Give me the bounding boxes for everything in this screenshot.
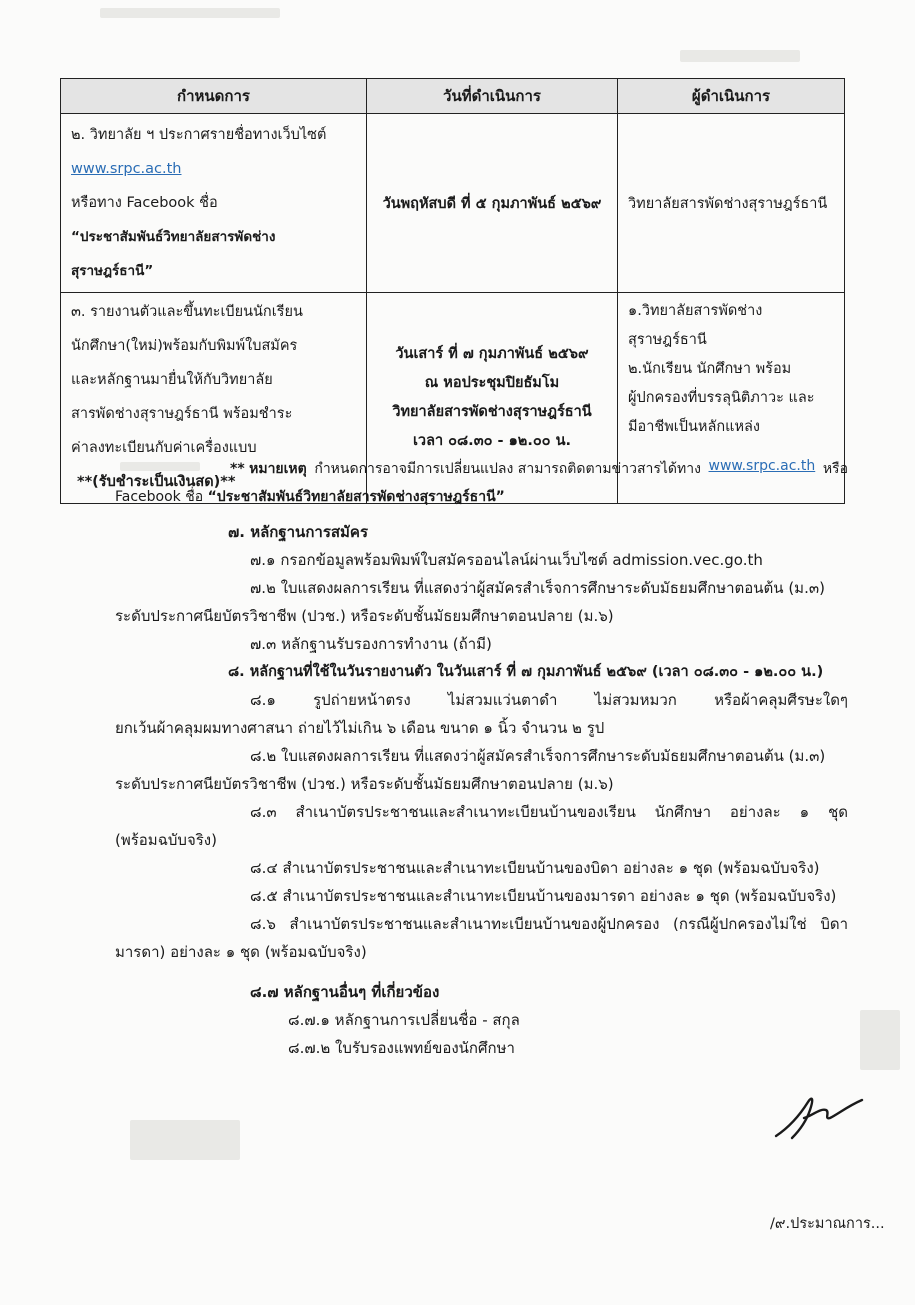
header-operator: ผู้ดำเนินการ [618, 79, 845, 114]
section7-heading: ๗. หลักฐานการสมัคร [228, 523, 369, 541]
remark-text: กำหนดการอาจมีการเปลี่ยนแปลง สามารถติดตามข่าวสารได้ทาง [314, 461, 701, 477]
section7-item: ๗.๒ ใบแสดงผลการเรียน ที่แสดงว่าผู้สมัครสำเร็จการศึกษาระดับมัธยมศึกษาตอนต้น (ม.๓) [250, 579, 825, 597]
row2-date-line: วันเสาร์ ที่ ๗ กุมภาพันธ์ ๒๕๖๙ [395, 346, 589, 362]
section8-item: ๘.๗ หลักฐานอื่นๆ ที่เกี่ยวข้อง [250, 983, 440, 1001]
section7-item: ๗.๑ กรอกข้อมูลพร้อมพิมพ์ใบสมัครออนไลน์ผ่านเว็บไซต์ admission.vec.go.th [250, 551, 763, 569]
section8-item-cont: ยกเว้นผ้าคลุมผมทางศาสนา ถ่ายไว้ไม่เกิน ๖ เดือน ขนาด ๑ นิ้ว จำนวน ๒ รูป [115, 719, 605, 737]
row2-task-line: และหลักฐานมายื่นให้กับวิทยาลัย [71, 372, 273, 388]
signature [768, 1088, 868, 1148]
row2-task-line: ๓. รายงานตัวและขึ้นทะเบียนนักเรียน [71, 304, 303, 320]
section8-item: ๘.๔ สำเนาบัตรประชาชนและสำเนาทะเบียนบ้านของบิดา อย่างละ ๑ ชุด (พร้อมฉบับจริง) [250, 859, 820, 877]
row1-date: วันพฤหัสบดี ที่ ๕ กุมภาพันธ์ ๒๕๖๙ [367, 114, 618, 293]
row2-date-line: ณ หอประชุมปิยธัมโม [424, 375, 560, 391]
remark-line2 [115, 486, 505, 508]
remark-link[interactable]: www.srpc.ac.th [708, 458, 816, 474]
section8-subitem: ๘.๗.๑ หลักฐานการเปลี่ยนชื่อ - สกุล [288, 1011, 520, 1029]
remark-label: หมายเหตุ [249, 461, 307, 477]
header-schedule: กำหนดการ [61, 79, 367, 114]
section7-item-cont: ระดับประกาศนียบัตรวิชาชีพ (ปวช.) หรือระดับชั้นมัธยมศึกษาตอนปลาย (ม.๖) [115, 607, 614, 625]
bleed-mark [130, 1120, 240, 1160]
row1-task-line1: ๒. วิทยาลัย ฯ ประกาศรายชื่อทางเว็บไซต์ [71, 127, 327, 143]
bleed-mark [100, 8, 280, 18]
continued-footer: /๙.ประมาณการ... [770, 1216, 885, 1232]
row2-date-line: วิทยาลัยสารพัดช่างสุราษฎร์ธานี [392, 404, 592, 420]
row2-operator-line: มีอาชีพเป็นหลักแหล่ง [628, 419, 760, 435]
row2-date-line: เวลา ๐๘.๓๐ - ๑๒.๐๐ น. [412, 433, 572, 449]
row2-task-line: สารพัดช่างสุราษฎร์ธานี พร้อมชำระ [71, 406, 293, 422]
website-link[interactable]: www.srpc.ac.th [71, 161, 182, 177]
table-row [61, 114, 845, 293]
row2-task-line: ค่าลงทะเบียนกับค่าเครื่องแบบ [71, 440, 257, 456]
section8-item: ๘.๖ สำเนาบัตรประชาชนและสำเนาทะเบียนบ้านของผู้ปกครอง (กรณีผู้ปกครองไม่ใช่ บิดา [250, 915, 848, 933]
section8-item: ๘.๒ ใบแสดงผลการเรียน ที่แสดงว่าผู้สมัครสำเร็จการศึกษาระดับมัธยมศึกษาตอนต้น (ม.๓) [250, 747, 826, 765]
cash-note: **(รับชำระเป็นเงินสด)** [77, 474, 236, 490]
section7-item: ๗.๓ หลักฐานรับรองการทำงาน (ถ้ามี) [250, 635, 492, 653]
section8-item: ๘.๑ รูปถ่ายหน้าตรง ไม่สวมแว่นตาดำ ไม่สวมหมวก หรือผ้าคลุมศีรษะใดๆ [250, 691, 848, 709]
remark-or: หรือ [822, 461, 848, 477]
remark-facebook-prefix: Facebook ชื่อ [115, 489, 204, 505]
section8-item-cont: ระดับประกาศนียบัตรวิชาชีพ (ปวช.) หรือระดับชั้นมัธยมศึกษาตอนปลาย (ม.๖) [115, 775, 614, 793]
row1-task-line3: หรือทาง Facebook ชื่อ [71, 195, 218, 211]
remark-line [230, 458, 848, 480]
header-date: วันที่ดำเนินการ [367, 79, 618, 114]
table-header-row [61, 79, 845, 114]
row2-task-line: นักศึกษา(ใหม่)พร้อมกับพิมพ์ใบสมัคร [71, 338, 298, 354]
schedule-table [60, 78, 845, 504]
remark-stars: ** [230, 461, 245, 477]
section8-item-cont: มารดา) อย่างละ ๑ ชุด (พร้อมฉบับจริง) [115, 943, 367, 961]
bleed-mark [680, 50, 800, 62]
bleed-mark [860, 1010, 900, 1070]
row1-operator: วิทยาลัยสารพัดช่างสุราษฎร์ธานี [618, 114, 845, 293]
section8-item: ๘.๕ สำเนาบัตรประชาชนและสำเนาทะเบียนบ้านของมารดา อย่างละ ๑ ชุด (พร้อมฉบับจริง) [250, 887, 837, 905]
section8-item-cont: (พร้อมฉบับจริง) [115, 831, 217, 849]
section8-subitem: ๘.๗.๒ ใบรับรองแพทย์ของนักศึกษา [288, 1039, 515, 1057]
row1-task [61, 114, 367, 293]
remark-facebook-name: “ประชาสัมพันธ์วิทยาลัยสารพัดช่างสุราษฎร์ธานี” [207, 489, 505, 505]
row1-facebook-name: “ประชาสัมพันธ์วิทยาลัยสารพัดช่างสุราษฎร์ธานี” [71, 229, 276, 279]
row2-operator-line: ๑.วิทยาลัยสารพัดช่างสุราษฎร์ธานี [628, 303, 763, 348]
section8-item: ๘.๓ สำเนาบัตรประชาชนและสำเนาทะเบียนบ้านของเรียน นักศึกษา อย่างละ ๑ ชุด [250, 803, 848, 821]
row2-operator-line: ๒.นักเรียน นักศึกษา พร้อม [628, 361, 792, 377]
row2-operator-line: ผู้ปกครองที่บรรลุนิติภาวะ และ [628, 390, 815, 406]
section8-heading: ๘. หลักฐานที่ใช้ในวันรายงานตัว ในวันเสาร์ ที่ ๗ กุมภาพันธ์ ๒๕๖๙ (เวลา ๐๘.๓๐ - ๑๒.๐๐ น.) [228, 664, 824, 680]
